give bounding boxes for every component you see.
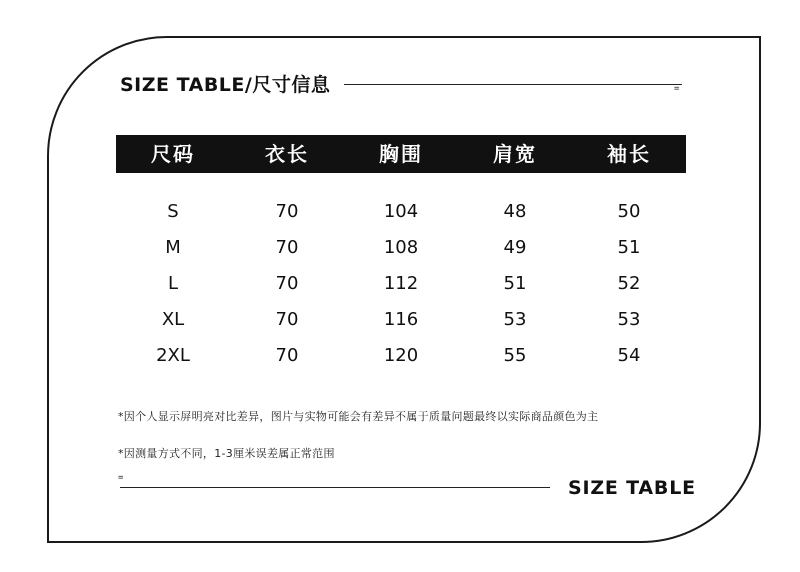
table-cell: 55 [503, 345, 527, 366]
table-cell: 53 [503, 309, 527, 330]
title-divider [344, 84, 682, 85]
table-row [116, 338, 686, 374]
table-row [116, 230, 686, 266]
table-cell: 108 [383, 237, 419, 258]
table-row [116, 194, 686, 230]
table-cell: 70 [275, 201, 299, 222]
column-header-shoulder: 肩宽 [493, 142, 537, 166]
table-cell: XL [161, 309, 185, 330]
table-cell: 51 [617, 237, 641, 258]
table-cell: 70 [275, 345, 299, 366]
column-header-size: 尺码 [151, 142, 195, 166]
table-cell: 70 [275, 273, 299, 294]
measurement-note: *因测量方式不同，1-3厘米误差属正常范围 [118, 447, 335, 460]
table-cell: 70 [275, 237, 299, 258]
color-disclaimer-note: *因个人显示屏明亮对比差异，图片与实物可能会有差异不属于质量问题最终以实际商品颜色为主 [118, 410, 599, 423]
table-cell: 48 [503, 201, 527, 222]
table-row [116, 266, 686, 302]
table-cell: 2XL [156, 345, 190, 366]
title-rule-mark: = [674, 84, 680, 94]
column-header-sleeve: 袖长 [607, 142, 651, 166]
column-header-chest: 胸围 [379, 142, 423, 166]
table-body [116, 194, 686, 374]
table-cell: 116 [383, 309, 419, 330]
table-cell: 70 [275, 309, 299, 330]
table-cell: L [167, 273, 179, 294]
column-header-length: 衣长 [265, 142, 309, 166]
table-cell: 112 [383, 273, 419, 294]
table-row [116, 302, 686, 338]
footer-divider [120, 487, 550, 488]
table-header [116, 135, 686, 173]
table-cell: 52 [617, 273, 641, 294]
footer-label: SIZE TABLE [568, 477, 696, 499]
table-cell: 120 [383, 345, 419, 366]
table-cell: S [167, 201, 179, 222]
table-cell: 53 [617, 309, 641, 330]
table-cell: 104 [383, 201, 419, 222]
table-cell: 51 [503, 273, 527, 294]
table-cell: 49 [503, 237, 527, 258]
footer-rule-mark: = [118, 473, 124, 483]
page-title: SIZE TABLE/尺寸信息 [120, 74, 331, 96]
table-cell: M [165, 237, 181, 258]
table-cell: 54 [617, 345, 641, 366]
table-cell: 50 [617, 201, 641, 222]
